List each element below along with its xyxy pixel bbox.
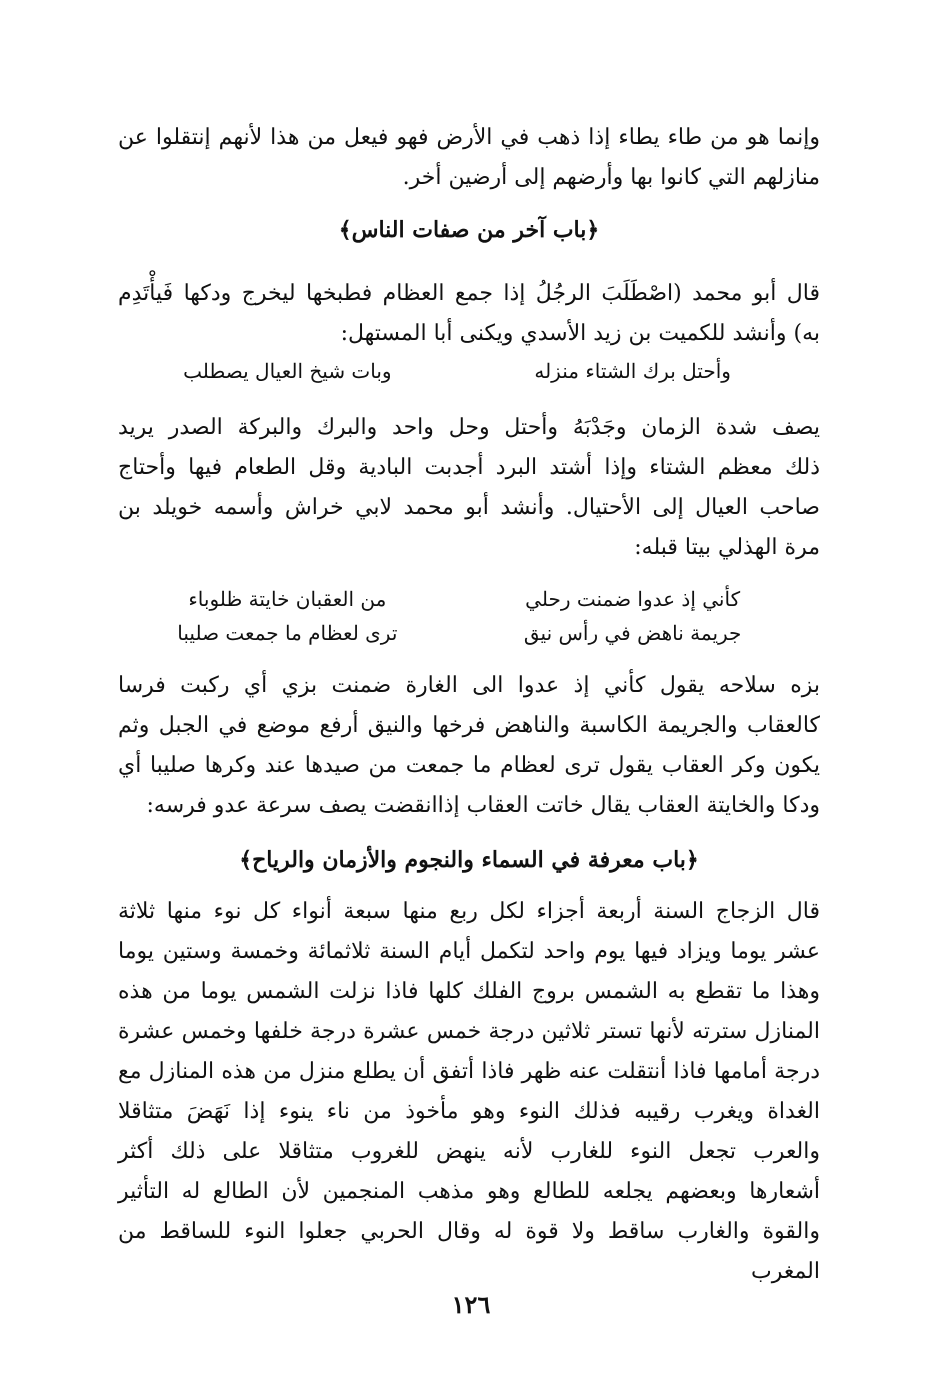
text-line: منازلهم التي كانوا بها وأرضهم إلى أرضين أخر.	[402, 165, 820, 190]
section-title-people: ﴿باب آخر من صفات الناس﴾	[338, 217, 600, 243]
verse-line	[118, 616, 820, 650]
text-line: قال أبو محمد (اصْطَلَبَ الرجُلُ إذا جمع العظام فطبخها ليخرج ودكها فَيأْتَدِم	[118, 281, 820, 306]
verse-hemistich-left: ترى لعظام ما جمعت صليبا	[177, 621, 398, 645]
text-line: ودكا والخايتة العقاب يقال خاتت العقاب إذاانقضت يصف سرعة عدو فرسه:	[146, 793, 820, 818]
text-line: ذلك معظم الشتاء وإذا أشتد البرد أجدبت البادية وقل الطعام فيها وأحتاج	[118, 455, 820, 480]
page-number: ١٢٦	[451, 1290, 491, 1319]
text-line: درجة أمامها فاذا أنتقلت عنه ظهر فاذا أتفق أن يطلع منزل من هذه المنازل مع	[118, 1059, 820, 1084]
text-line: المنازل سترته لأنها تستر ثلاثين درجة خمس عشرة درجة خلفها وخمس عشرة	[118, 1019, 820, 1044]
verse-hemistich-right: كأني إذ عدوا ضمنت رحلي	[525, 587, 741, 611]
verse-hemistich-left: من العقبان خايتة ظلوباء	[188, 587, 387, 611]
verse-kumait	[118, 354, 820, 388]
verse-line	[118, 582, 820, 616]
text-line: الغداة ويغرب رقيبه فذلك النوء وهو مأخوذ من ناء ينوء إذا نَهَضَ متثاقلا	[118, 1099, 820, 1124]
text-line: والعرب تجعل النوء للغارب لأنه ينهض للغروب متثاقلا على ذلك أكثر	[118, 1139, 820, 1164]
text-line: يصف شدة الزمان وجَدْبَهُ وأحتل وحل واحد والبرك والبركة الصدر يريد	[118, 415, 820, 440]
text-line: قال الزجاج السنة أربعة أجزاء لكل ربع منها سبعة أنواء كل نوء منها ثلاثة	[118, 899, 820, 924]
text-line: أشعارها وبعضهم يجلعه للطالع وهو مذهب المنجمين لأن الطالع له التأثير	[118, 1179, 820, 1204]
paragraph-explanation	[118, 408, 820, 568]
text-line: وهذا ما تقطع به الشمس بروج الفلك كلها فاذا نزلت الشمس يوما من هذه	[118, 979, 820, 1004]
verse-hemistich-left: وبات شيخ العيال يصطلب	[183, 359, 392, 383]
verse-khirash	[118, 582, 820, 650]
verse-hemistich-right: جريمة ناهض في رأس نيق	[523, 621, 742, 645]
section-title-sky: ﴿باب معرفة في السماء والنجوم والأزمان والرياح﴾	[239, 847, 699, 873]
page-body	[118, 118, 820, 1292]
text-line: وإنما هو من طاء يطاء إذا ذهب في الأرض فهو فيعل من هذا لأنهم إنتقلوا عن	[118, 125, 820, 150]
intro-paragraph	[118, 118, 820, 198]
text-line: مرة الهذلي بيتا قبله:	[634, 535, 820, 560]
paragraph-kumait	[118, 274, 820, 354]
verse-hemistich-right: وأحتل برك الشتاء منزله	[534, 359, 731, 383]
text-line: بزه سلاحه يقول كأني إذ عدوا الى الغارة ضمنت بزي أي ركبت فرسا	[118, 673, 820, 698]
paragraph-eagle	[118, 666, 820, 826]
text-line: به) وأنشد للكميت بن زيد الأسدي ويكنى أبا المستهل:	[340, 321, 820, 346]
paragraph-zajjaj	[118, 892, 820, 1292]
text-line: عشر يوما ويزاد فيها يوم واحد لتكمل أيام السنة ثلاثمائة وخمسة وستين يوما	[118, 939, 820, 964]
text-line: صاحب العيال إلى الأحتيال. وأنشد أبو محمد لابي خراش وأسمه خويلد بن	[118, 495, 820, 520]
text-line: كالعقاب والجريمة الكاسبة والناهض فرخها والنيق أرفع موضع في الجبل وثم	[118, 713, 820, 738]
text-line: يكون وكر العقاب يقول ترى لعظام ما جمعت من صيدها عند وكرها صليبا أي	[118, 753, 820, 778]
text-line: والقوة والغارب ساقط ولا قوة له وقال الحربي جعلوا النوء للساقط من المغرب	[118, 1219, 820, 1284]
